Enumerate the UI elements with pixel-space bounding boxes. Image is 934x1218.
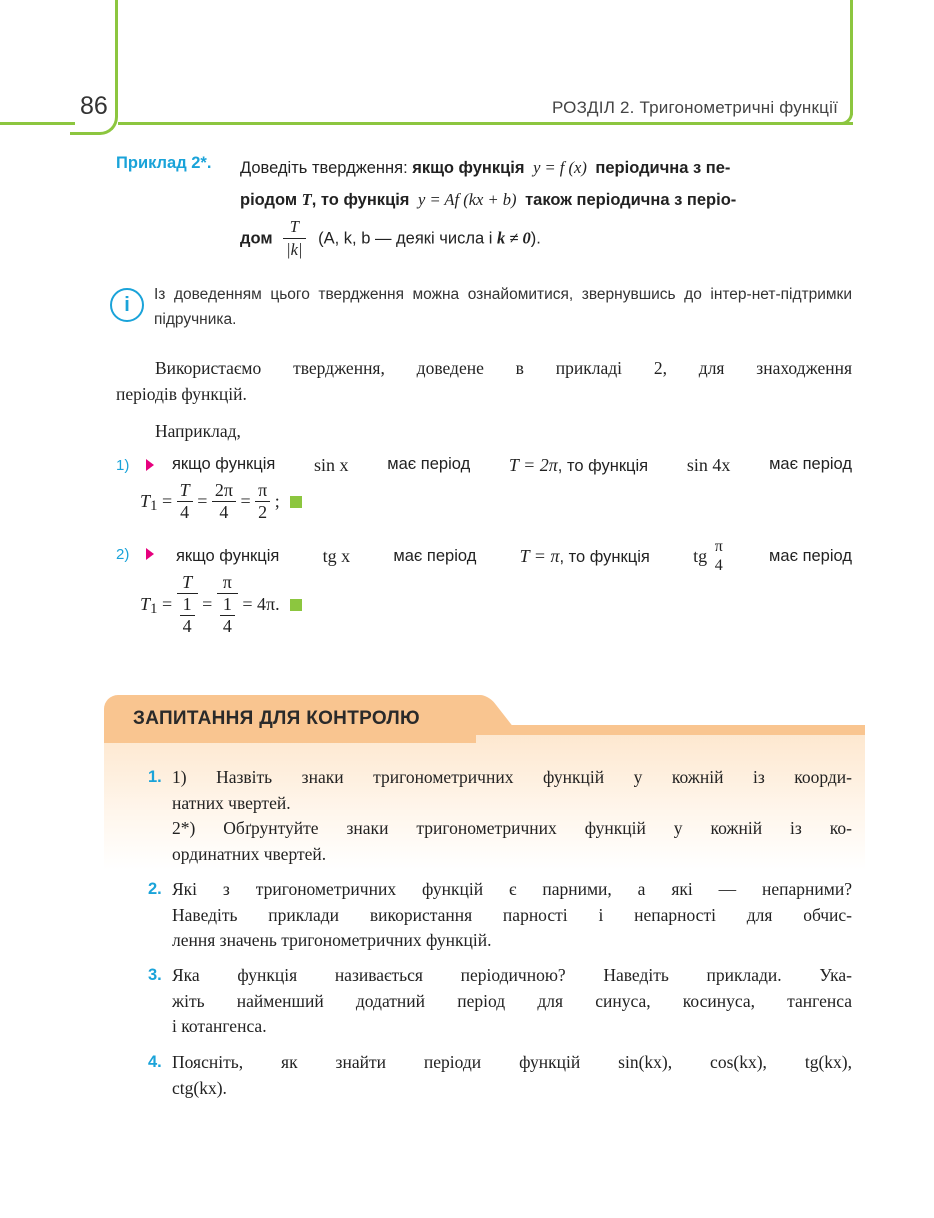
end-of-solution-square xyxy=(290,599,302,611)
intro-line-2: періодів функцій. xyxy=(116,384,247,404)
question-3-number: 3. xyxy=(148,966,162,984)
frame-header-line xyxy=(118,122,853,125)
info-note: Із доведенням цього твердження можна ознайомитися, звернувшись до інтер-нет-підтримки підручника. xyxy=(154,286,852,328)
question-1-text: 1) Назвіть знаки тригонометричних функцій у кожній із коорди- натних чвертей. 2*) Обґрунтуйте знаки тригонометричних функцій у кожній із ко- ординатних чвертей. xyxy=(172,767,852,864)
question-1-number: 1. xyxy=(148,768,162,786)
running-head: РОЗДІЛ 2. Тригонометричні функції xyxy=(552,98,838,117)
formula-y-f: y = f (x) xyxy=(533,158,587,177)
question-2-text: Які з тригонометричних функцій є парними, а які — непарними? Наведіть приклади використання парності і непарності для обчис- лення значень тригонометричних функцій. xyxy=(172,879,852,950)
item-1-result: $T_1$ = $\frac{T}{4}$ = $\frac{2\pi}{4}$ = $\frac{\pi}{2}$ ; xyxy=(140,480,302,523)
frame-left-line xyxy=(0,122,75,125)
period-fraction: $\frac{T}{|k|}$ xyxy=(283,216,305,261)
question-3-text: Яка функція називається періодичною? Наведіть приклади. Ука- жіть найменший додатний період для синуса, косинуса, тангенса і котангенса. xyxy=(172,965,852,1036)
item-1-number: 1) xyxy=(116,457,130,474)
item-2-line: якщо функція tg x має період T = π, то функція tg π 4 має період xyxy=(176,537,852,574)
section-title: ЗАПИТАННЯ ДЛЯ КОНТРОЛЮ xyxy=(133,708,420,729)
frame-vertical-line xyxy=(115,0,118,108)
question-4-number: 4. xyxy=(148,1053,162,1071)
item-2-result: $T_1$ = $\frac{T}{\frac{1}{4}}$ = $\frac{\pi}{\frac{1}{4}}$ = 4π. xyxy=(140,572,302,637)
question-4-text: Поясніть, як знайти періоди функцій sin(kx), cos(kx), tg(kx), ctg(kx). xyxy=(172,1052,852,1098)
end-of-solution-square xyxy=(290,496,302,508)
page-number: 86 xyxy=(80,92,108,120)
item-1-marker xyxy=(146,459,154,471)
item-2-marker xyxy=(146,548,154,560)
example-statement: Доведіть твердження: якщо функція y = f (x) періодична з пе- ріодом T, то функція y = Af (kx + b) також періодична з періо- дом $\frac{T}{|k|}$ (A, k, b — деякі числа і k ≠ 0). xyxy=(240,158,737,259)
info-icon: i xyxy=(110,288,144,322)
item-2-number: 2) xyxy=(116,546,130,563)
intro-line-1: Використаємо твердження, доведене в прикладі 2, для знаходження xyxy=(155,358,852,378)
example-label: Приклад 2*. xyxy=(116,154,212,172)
intro-line-3: Наприклад, xyxy=(155,421,241,441)
question-2-number: 2. xyxy=(148,880,162,898)
item-1-line: якщо функція sin x має період T = 2π, то функція sin 4x має період xyxy=(172,455,852,475)
formula-y-af: y = Af (kx + b) xyxy=(418,190,517,209)
